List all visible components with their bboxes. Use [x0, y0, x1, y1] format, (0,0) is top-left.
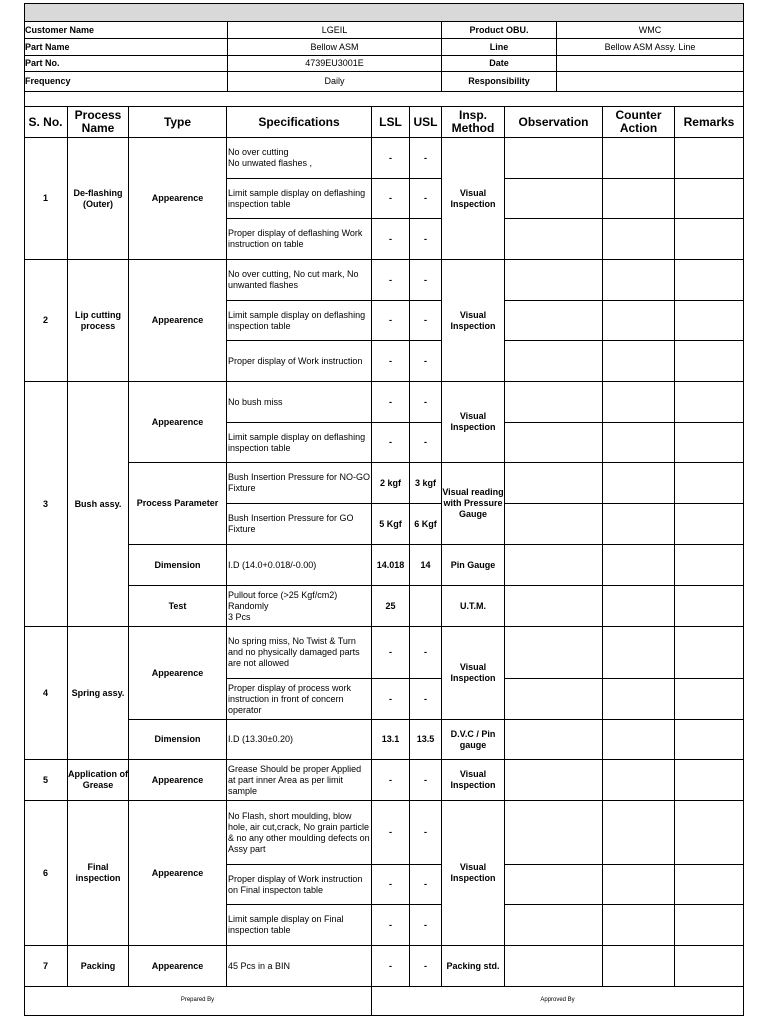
spec-lsl: [372, 720, 410, 760]
spec-lsl-text: -: [389, 193, 392, 203]
observation-cell: [505, 801, 603, 865]
observation-cell: [505, 720, 603, 760]
observation-cell: [505, 865, 603, 905]
spec-usl-text: -: [424, 960, 427, 971]
spec-lsl-text: -: [389, 274, 392, 285]
row-insp-method: [442, 946, 505, 987]
spec-usl-text: -: [424, 693, 427, 704]
remarks-cell: [675, 720, 744, 760]
spec-lsl: [372, 138, 410, 179]
row-type-text: Dimension: [154, 734, 201, 744]
counter-action-cell: [603, 463, 675, 504]
spec-text-text: Bush Insertion Pressure for NO-GO Fixture: [228, 472, 371, 493]
spec-usl: [410, 138, 442, 179]
spec-usl: [410, 463, 442, 504]
spec-text-text: No bush miss: [228, 396, 283, 407]
row-insp-method: [442, 720, 505, 760]
row-type-text: Appearence: [151, 867, 204, 878]
spec-lsl: [372, 627, 410, 679]
title-banner: [24, 3, 744, 22]
counter-action-cell: [603, 260, 675, 301]
spec-lsl: [372, 219, 410, 260]
row-type-text: Dimension: [154, 559, 201, 570]
row-insp-method: [442, 801, 505, 946]
spec-usl: [410, 720, 442, 760]
spec-text: [227, 760, 372, 801]
spec-usl-text: -: [424, 233, 427, 244]
remarks-cell: [675, 679, 744, 720]
spec-lsl: [372, 865, 410, 905]
row-type: [129, 382, 227, 463]
col-header-process-name: Process Name: [68, 107, 129, 138]
row-type: [129, 586, 227, 627]
spec-text: [227, 504, 372, 545]
part-no-value: 4739EU3001E: [228, 56, 442, 72]
counter-action-cell: [603, 423, 675, 463]
row-insp-method-text: Visual Inspection: [450, 662, 496, 683]
row-process-name-text: Lip cutting process: [75, 309, 121, 331]
counter-action-cell: [603, 801, 675, 865]
spec-usl: [410, 423, 442, 463]
spec-usl-text: 3 kgf: [414, 477, 436, 488]
row-insp-method-text: Visual Inspection: [450, 769, 496, 790]
row-process-name-text: De-flashing (Outer): [73, 187, 123, 209]
row-process-name-text: Packing: [80, 960, 116, 971]
col-header-usl: USL: [410, 107, 442, 138]
row-sno: [24, 260, 68, 382]
spec-text: [227, 301, 372, 341]
spec-lsl-text: -: [389, 233, 392, 244]
spec-text: [227, 382, 372, 423]
col-header-specifications: Specifications: [227, 107, 372, 138]
spec-text: [227, 720, 372, 760]
spec-usl-text: -: [424, 919, 427, 930]
row-insp-method-text: Visual reading with Pressure Gauge: [442, 487, 504, 519]
prepared-by-label: Prepared By: [180, 997, 215, 1003]
spec-text-text: Grease Should be proper Applied at part inner Area as per limit sample: [228, 763, 362, 796]
spec-lsl: [372, 905, 410, 946]
spec-usl-text: -: [424, 152, 427, 163]
spec-usl-text: 6 Kgf: [414, 518, 437, 529]
spec-text-text: Limit sample display on Final inspection table: [228, 914, 344, 935]
counter-action-cell: [603, 179, 675, 219]
spec-usl: [410, 946, 442, 987]
remarks-cell: [675, 219, 744, 260]
spec-text: [227, 179, 372, 219]
part-no-label: Part No.: [24, 56, 228, 72]
row-type: [129, 801, 227, 946]
observation-cell: [505, 905, 603, 946]
spec-lsl: [372, 504, 410, 545]
spacer-row: [24, 92, 744, 107]
spec-usl: [410, 865, 442, 905]
observation-cell: [505, 679, 603, 720]
row-sno-text: 6: [42, 867, 48, 878]
row-type-text: Appearence: [151, 960, 204, 971]
spec-text: [227, 545, 372, 586]
row-insp-method-text: Visual Inspection: [450, 309, 496, 331]
observation-cell: [505, 423, 603, 463]
spec-usl: [410, 504, 442, 545]
spec-text-text: No Flash, short moulding, blow hole, air cut,crack, No grain particle & no any other moulding defects on Assy part: [228, 810, 370, 854]
row-type: [129, 946, 227, 987]
remarks-cell: [675, 301, 744, 341]
spec-lsl-text: -: [389, 879, 392, 889]
spec-usl-text: 14: [420, 559, 431, 570]
spec-text-text: No over cutting No unwated flashes ,: [228, 147, 313, 168]
spec-text-text: I.D (13.30±0.20): [228, 734, 293, 744]
spec-lsl-text: -: [389, 960, 392, 971]
col-header-lsl: LSL: [372, 107, 410, 138]
col-header-remarks: Remarks: [675, 107, 744, 138]
frequency-label: Frequency: [24, 72, 228, 92]
counter-action-cell: [603, 720, 675, 760]
observation-cell: [505, 586, 603, 627]
spec-lsl: [372, 946, 410, 987]
product-obu-value: WMC: [557, 22, 744, 39]
counter-action-cell: [603, 341, 675, 382]
responsibility-label: Responsibility: [442, 72, 557, 92]
observation-cell: [505, 545, 603, 586]
remarks-cell: [675, 946, 744, 987]
row-insp-method: [442, 586, 505, 627]
remarks-cell: [675, 423, 744, 463]
row-type-text: Appearence: [151, 667, 204, 678]
remarks-cell: [675, 627, 744, 679]
spec-text: [227, 586, 372, 627]
spec-lsl-text: -: [389, 437, 392, 447]
observation-cell: [505, 219, 603, 260]
counter-action-cell: [603, 865, 675, 905]
spec-usl-text: -: [424, 315, 427, 325]
counter-action-cell: [603, 545, 675, 586]
row-process-name-text: Spring assy.: [71, 687, 125, 698]
spec-text-text: Bush Insertion Pressure for GO Fixture: [228, 513, 354, 534]
spec-lsl-text: -: [389, 315, 392, 325]
spec-lsl: [372, 463, 410, 504]
spec-usl: [410, 545, 442, 586]
remarks-cell: [675, 504, 744, 545]
row-type-text: Appearence: [151, 774, 204, 785]
row-insp-method: [442, 463, 505, 545]
responsibility-value: [557, 72, 744, 92]
spec-lsl: [372, 760, 410, 801]
spec-usl: [410, 341, 442, 382]
spec-text: [227, 905, 372, 946]
row-sno-text: 2: [42, 315, 48, 325]
row-type: [129, 627, 227, 720]
spec-lsl: [372, 382, 410, 423]
spec-usl-text: 13.5: [416, 734, 435, 744]
row-insp-method: [442, 545, 505, 586]
spec-usl-text: -: [424, 647, 427, 657]
spec-usl-text: -: [424, 355, 427, 366]
row-insp-method-text: D.V.C / Pin gauge: [450, 728, 496, 750]
row-insp-method-text: Visual Inspection: [450, 187, 496, 209]
spec-lsl: [372, 545, 410, 586]
row-type: [129, 260, 227, 382]
spec-text-text: Proper display of deflashing Work instruction on table: [228, 228, 363, 249]
remarks-cell: [675, 905, 744, 946]
spec-text-text: Limit sample display on deflashing inspection table: [228, 187, 366, 209]
spec-text: [227, 219, 372, 260]
spec-usl: [410, 219, 442, 260]
spec-usl: [410, 586, 442, 627]
spec-usl: [410, 905, 442, 946]
row-sno: [24, 382, 68, 627]
row-process-name: [68, 801, 129, 946]
spec-lsl-text: -: [389, 647, 392, 657]
spec-lsl: [372, 179, 410, 219]
spec-usl-text: -: [424, 437, 427, 447]
row-sno-text: 7: [42, 960, 48, 971]
frequency-value: Daily: [228, 72, 442, 92]
spec-text: [227, 946, 372, 987]
spec-text: [227, 627, 372, 679]
product-obu-label: Product OBU.: [442, 22, 557, 39]
row-insp-method-text: Packing std.: [446, 960, 500, 971]
spec-usl: [410, 382, 442, 423]
spec-lsl-text: 5 Kgf: [379, 518, 402, 529]
row-sno-text: 5: [42, 774, 48, 785]
row-type-text: Process Parameter: [136, 498, 219, 508]
row-process-name-text: Final inspection: [75, 862, 121, 883]
spec-lsl-text: -: [389, 355, 392, 366]
spec-usl-text: -: [424, 193, 427, 203]
row-sno: [24, 138, 68, 260]
spec-lsl-text: 25: [385, 600, 396, 611]
spec-usl-text: -: [424, 774, 427, 785]
spec-text-text: No spring miss, No Twist & Turn and no physically damaged parts are not allowed: [228, 636, 360, 668]
spec-text-text: Limit sample display on deflashing inspection table: [228, 431, 366, 453]
part-name-label: Part Name: [24, 39, 228, 56]
spec-lsl-text: -: [389, 774, 392, 785]
row-insp-method-text: U.T.M.: [460, 600, 486, 611]
spec-text-text: Proper display of Work instruction: [228, 355, 363, 366]
row-type-text: Appearence: [151, 315, 204, 325]
col-header-sno: S. No.: [24, 107, 68, 138]
spec-usl: [410, 801, 442, 865]
approved-by-label: Approved By: [540, 997, 575, 1003]
spec-text: [227, 679, 372, 720]
remarks-cell: [675, 586, 744, 627]
row-process-name-text: Application of Grease: [68, 769, 128, 790]
customer-name-label: Customer Name: [24, 22, 228, 39]
row-type: [129, 720, 227, 760]
spec-text-text: 45 Pcs in a BIN: [228, 960, 291, 971]
counter-action-cell: [603, 219, 675, 260]
row-insp-method: [442, 627, 505, 720]
row-insp-method: [442, 760, 505, 801]
row-insp-method: [442, 260, 505, 382]
spec-usl: [410, 179, 442, 219]
spec-text-text: Limit sample display on deflashing inspection table: [228, 309, 366, 331]
spec-lsl: [372, 341, 410, 382]
spec-lsl: [372, 801, 410, 865]
counter-action-cell: [603, 504, 675, 545]
row-sno-text: 3: [42, 498, 48, 509]
counter-action-cell: [603, 382, 675, 423]
row-insp-method: [442, 382, 505, 463]
spec-lsl: [372, 423, 410, 463]
row-type-text: Test: [168, 600, 187, 611]
row-type-text: Appearence: [151, 193, 204, 203]
spec-usl: [410, 627, 442, 679]
spec-text-text: No over cutting, No cut mark, No unwanted flashes: [228, 269, 359, 290]
remarks-cell: [675, 865, 744, 905]
row-sno-text: 4: [42, 687, 48, 698]
row-type: [129, 760, 227, 801]
spec-usl-text: -: [424, 396, 427, 407]
observation-cell: [505, 760, 603, 801]
observation-cell: [505, 179, 603, 219]
row-sno: [24, 760, 68, 801]
spec-text-text: Proper display of process work instruction in front of concern operator: [228, 682, 352, 715]
spec-usl-text: -: [424, 879, 427, 889]
spec-text: [227, 423, 372, 463]
row-sno: [24, 801, 68, 946]
counter-action-cell: [603, 627, 675, 679]
spec-lsl: [372, 586, 410, 627]
remarks-cell: [675, 801, 744, 865]
row-sno: [24, 627, 68, 760]
observation-cell: [505, 463, 603, 504]
spec-usl-text: -: [424, 827, 427, 837]
spec-text: [227, 801, 372, 865]
spec-usl-text: -: [424, 274, 427, 285]
observation-cell: [505, 138, 603, 179]
spec-usl: [410, 760, 442, 801]
spec-text: [227, 260, 372, 301]
spec-text-text: Pullout force (>25 Kgf/cm2) Randomly 3 Pcs: [228, 589, 338, 622]
counter-action-cell: [603, 679, 675, 720]
prepared-by-box: [24, 983, 372, 1016]
col-header-type: Type: [129, 107, 227, 138]
approved-by-box: [372, 983, 744, 1016]
counter-action-cell: [603, 905, 675, 946]
counter-action-cell: [603, 946, 675, 987]
spec-usl: [410, 260, 442, 301]
spec-lsl-text: -: [389, 152, 392, 163]
row-process-name: [68, 627, 129, 760]
remarks-cell: [675, 760, 744, 801]
spec-lsl-text: -: [389, 827, 392, 837]
spec-lsl-text: 14.018: [376, 559, 405, 570]
counter-action-cell: [603, 138, 675, 179]
row-process-name: [68, 260, 129, 382]
observation-cell: [505, 382, 603, 423]
line-value: Bellow ASM Assy. Line: [557, 39, 744, 56]
spec-lsl: [372, 260, 410, 301]
spec-lsl-text: 13.1: [381, 734, 400, 744]
remarks-cell: [675, 341, 744, 382]
observation-cell: [505, 341, 603, 382]
remarks-cell: [675, 260, 744, 301]
counter-action-cell: [603, 301, 675, 341]
spec-lsl: [372, 301, 410, 341]
spec-lsl-text: 2 kgf: [379, 477, 401, 488]
row-process-name: [68, 946, 129, 987]
row-insp-method-text: Visual Inspection: [450, 411, 496, 432]
row-process-name: [68, 382, 129, 627]
remarks-cell: [675, 179, 744, 219]
row-type-text: Appearence: [151, 416, 204, 427]
spec-text-text: Proper display of Work instruction on Final inspecton table: [228, 873, 363, 895]
spec-lsl-text: -: [389, 693, 392, 704]
counter-action-cell: [603, 760, 675, 801]
col-header-observation: Observation: [505, 107, 603, 138]
line-label: Line: [442, 39, 557, 56]
spec-text-text: I.D (14.0+0.018/-0.00): [228, 559, 317, 570]
date-value: [557, 56, 744, 72]
row-type: [129, 138, 227, 260]
remarks-cell: [675, 545, 744, 586]
row-insp-method-text: Visual Inspection: [450, 862, 496, 883]
remarks-cell: [675, 138, 744, 179]
col-header-counter-action: Counter Action: [603, 107, 675, 138]
row-process-name-text: Bush assy.: [74, 498, 122, 509]
spec-usl: [410, 679, 442, 720]
spec-text: [227, 341, 372, 382]
spec-text: [227, 463, 372, 504]
row-sno-text: 1: [42, 193, 48, 203]
spec-text: [227, 865, 372, 905]
spec-lsl-text: -: [389, 396, 392, 407]
counter-action-cell: [603, 586, 675, 627]
spec-text: [227, 138, 372, 179]
col-header-insp-method: Insp. Method: [442, 107, 505, 138]
row-insp-method-text: Pin Gauge: [450, 559, 496, 570]
row-process-name: [68, 760, 129, 801]
observation-cell: [505, 946, 603, 987]
observation-cell: [505, 301, 603, 341]
part-name-value: Bellow ASM: [228, 39, 442, 56]
observation-cell: [505, 504, 603, 545]
row-type: [129, 545, 227, 586]
row-type: [129, 463, 227, 545]
customer-name-value: LGEIL: [228, 22, 442, 39]
row-process-name: [68, 138, 129, 260]
spec-lsl: [372, 679, 410, 720]
spec-lsl-text: -: [389, 919, 392, 930]
observation-cell: [505, 627, 603, 679]
spec-usl: [410, 301, 442, 341]
remarks-cell: [675, 463, 744, 504]
row-insp-method: [442, 138, 505, 260]
observation-cell: [505, 260, 603, 301]
row-sno: [24, 946, 68, 987]
date-label: Date: [442, 56, 557, 72]
remarks-cell: [675, 382, 744, 423]
